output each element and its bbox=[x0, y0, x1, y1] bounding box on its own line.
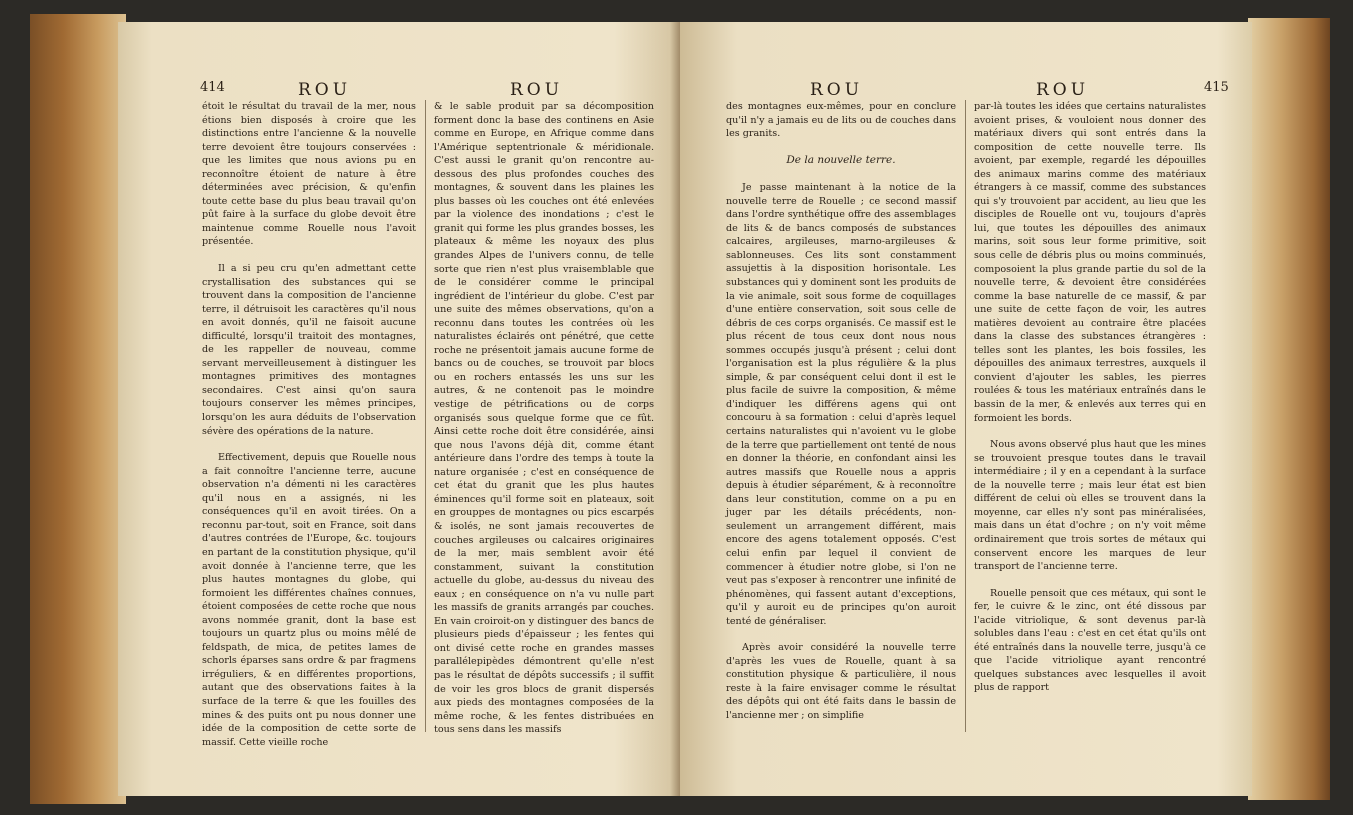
left-page-column-1 bbox=[202, 100, 416, 762]
right-page bbox=[680, 22, 1252, 796]
paragraph: Il a si peu cru qu'en admettant cette crystallisation des substances qui se trouvent dans la composition de l'ancienne terre, il détruisoit les caractères qu'il nous en avoit donnés, qu'il ne faisoit aucune difficulté, lorsqu'il traitoit des montagnes, de les rappeller de nouveau, comme servant merveilleusement à distinguer les montagnes primitives des montagnes secondaires. C'est ainsi qu'on saura toujours conserver les mêmes principes, lorsqu'on les aura déduits de l'observation sévère des opérations de la nature. bbox=[202, 263, 416, 437]
paragraph: Après avoir considéré la nouvelle terre d'après les vues de Rouelle, quant à sa constitution physique & particulière, il nous reste à la faire envisager comme le résultat des dépôts qui ont été faits dans le bassin de l'ancienne mer ; on simplifie bbox=[726, 642, 956, 721]
left-page bbox=[118, 22, 682, 796]
book-edge-left bbox=[30, 14, 126, 804]
left-page-column-2 bbox=[434, 100, 654, 750]
paragraph: Nous avons observé plus haut que les mines se trouvoient presque toutes dans le travail intermédiaire ; il y en a cependant à la surface de la nouvelle terre ; mais leur état est bien différent de celui où elles se trouvent dans la moyenne, car elles n'y sont pas minéralisées, mais dans un état d'ochre ; on n'y voit même ordinairement que trois sortes de métaux qui conservent encore les marques de leur transport de l'ancienne terre. bbox=[974, 439, 1206, 573]
running-head-right-col1: ROU bbox=[810, 80, 864, 100]
running-head-right-col2: ROU bbox=[1036, 80, 1090, 100]
paragraph: Rouelle pensoit que ces métaux, qui sont le fer, le cuivre & le zinc, ont été dissous par l'acide vitriolique, & sont devenus par-là solubles dans l'eau : c'est en cet état qu'ils ont été entraînés dans la nouvelle terre, jusqu'à ce que l'acide vitriolique ayant rencontré quelques substances avec lesquelles il avoit plus de rapport bbox=[974, 587, 1206, 694]
book-edge-right bbox=[1248, 18, 1330, 800]
column-rule bbox=[965, 100, 966, 732]
right-page-column-1 bbox=[726, 100, 956, 736]
column-rule bbox=[425, 100, 426, 732]
paragraph: Effectivement, depuis que Rouelle nous a fait connoître l'ancienne terre, aucune observation n'a démenti ni les caractères qu'il nous en a assignés, ni les conséquences qu'il en avoit tirées. On a reconnu par-tout, soit en France, soit dans d'autres contrées de l'Europe, &c. toujours en partant de la constitution physique, qu'il avoit donnée à l'ancienne terre, que les plus hautes montagnes du globe, qui formoient les différentes chaînes connues, étoient composées de cette roche que nous avons nommée granit, dont la base est toujours un quartz plus ou moins mêlé de feldspath, de mica, de petites lames de schorls éparses sans ordre & par fragmens irréguliers, & en différentes proportions, autant que des observations faites à la surface de la terre & que les fouilles des mines & des puits ont pu nous donner une idée de la composition de cette sorte de massif. Cette vieille roche bbox=[202, 452, 416, 748]
paragraph: Je passe maintenant à la notice de la nouvelle terre de Rouelle ; ce second massif dans l'ordre synthétique offre des assemblages de lits & de bancs composés de substances calcaires, argileuses, marno-argileuses & sablonneuses. Ces lits sont constamment assujettis à la disposition horisontale. Les substances qui y dominent sont les produits de la vie animale, soit sous forme de coquillages d'une entière conservation, soit sous celle de débris de ces corps organisés. Ce massif est le plus récent de tous ceux dont nous nous sommes occupés jusqu'à présent ; celui dont l'organisation est la plus régulière & la plus simple, & par conséquent celui dont il est le plus facile de suivre la composition, & même d'indiquer les différens agens qui ont concouru à sa formation : celui d'après lequel certains naturalistes qui n'avoient vu le globe de la terre que partiellement ont tenté de nous en donner la théorie, en confondant ainsi les autres massifs que Rouelle nous a appris depuis à étudier séparément, & à reconnoître dans leur constitution, comme on a pu en juger par les détails précédents, non-seulement un arrangement différent, mais encore des agens totalement opposés. C'est celui enfin par lequel il convient de commencer à étudier notre globe, si l'on ne veut pas s'exposer à rencontrer une infinité de phénomènes, qui fassent autant d'exceptions, qu'il y auroit eu de principes qu'on auroit tenté de généraliser. bbox=[726, 182, 956, 627]
page-number-right: 415 bbox=[1204, 80, 1229, 95]
page-number-left: 414 bbox=[200, 80, 225, 95]
right-page-column-2 bbox=[974, 100, 1206, 708]
paragraph: des montagnes eux-mêmes, pour en conclure qu'il n'y a jamais eu de lits ou de couches dans les granits. bbox=[726, 101, 956, 140]
section-heading: De la nouvelle terre. bbox=[786, 153, 896, 166]
open-book bbox=[30, 14, 1330, 804]
running-head-left-col1: ROU bbox=[298, 80, 352, 100]
running-head-left-col2: ROU bbox=[510, 80, 564, 100]
paragraph: étoit le résultat du travail de la mer, nous étions bien disposés à croire que les distinctions entre l'ancienne & la nouvelle terre devoient être toujours conservées : que les limites que nous avions pu en reconnoître étoient de nature à être déterminées avec précision, & qu'enfin toute cette base du plus beau travail qu'on pût faire à la surface du globe devoit être maintenue comme Rouelle nous l'avoit présentée. bbox=[202, 101, 416, 248]
paragraph: par-là toutes les idées que certains naturalistes avoient prises, & vouloient nous donner des matériaux divers qui sont entrés dans la composition de cette nouvelle terre. Ils avoient, par exemple, regardé les dépouilles des animaux marins comme des matériaux étrangers à ce massif, comme des substances qui s'y trouvoient par accident, au lieu que les disciples de Rouelle ont vu, toujours d'après lui, que toutes les dépouilles des animaux marins, soit sous leur forme primitive, soit sous celle de débris plus ou moins comminués, composoient la plus grande partie du sol de la nouvelle terre, & devoient être considérées comme la base naturelle de ce massif, & par une suite de cette façon de voir, les autres matières devoient au contraire être placées dans la classe des substances étrangères : telles sont les plantes, les bois fossiles, les dépouilles des animaux terrestres, auxquels il convient d'ajouter les sables, les pierres roulées & tous les matériaux entraînés dans le bassin de la mer, & enlevés aux terres qui en formoient les bords. bbox=[974, 101, 1206, 424]
paragraph: & le sable produit par sa décomposition forment donc la base des continens en Asie comme en Europe, en Afrique comme dans l'Amérique septentrionale & méridionale. C'est aussi le granit qu'on rencontre au-dessous des plus profondes couches des montagnes, & souvent dans les plaines les plus basses où les couches ont été enlevées par la violence des inondations ; c'est le granit qui forme les plus grandes bosses, les plateaux & même les noyaux des plus grandes Alpes de l'univers connu, de telle sorte que rien n'est plus vraisemblable que de le considérer comme le principal ingrédient de l'intérieur du globe. C'est par une suite des mêmes observations, qu'on a reconnu dans toutes les contrées où les naturalistes éclairés ont pénétré, que cette roche ne présentoit jamais aucune forme de bancs ou de couches, se trouvoit par blocs ou en rochers entassés les uns sur les autres, & ne contenoit pas le moindre vestige de pétrifications ou de corps organisés sous quelque forme que ce fût. Ainsi cette roche doit être considérée, ainsi que nous l'avons déjà dit, comme étant antérieure dans l'ordre des temps à toute la nature organisée ; c'est en conséquence de cet état du granit que les plus hautes éminences qu'il forme soit en plateaux, soit en grouppes de montagnes ou pics escarpés & isolés, ne sont jamais recouvertes de couches argileuses ou calcaires originaires de la mer, mais semblent avoir été constamment, suivant la constitution actuelle du globe, au-dessus du niveau des eaux ; en conséquence on n'a vu nulle part les massifs de granits arrangés par couches. En vain croiroit-on y distinguer des bancs de plusieurs pieds d'épaisseur ; les fentes qui ont divisé cette roche en grandes masses parallélepipèdes démontrent qu'elle n'est pas le résultat de dépôts successifs ; il suffit de voir les gros blocs de granit dispersés aux pieds des montagnes composées de la même roche, & les fentes distribuées en tous sens dans les massifs bbox=[434, 101, 654, 736]
